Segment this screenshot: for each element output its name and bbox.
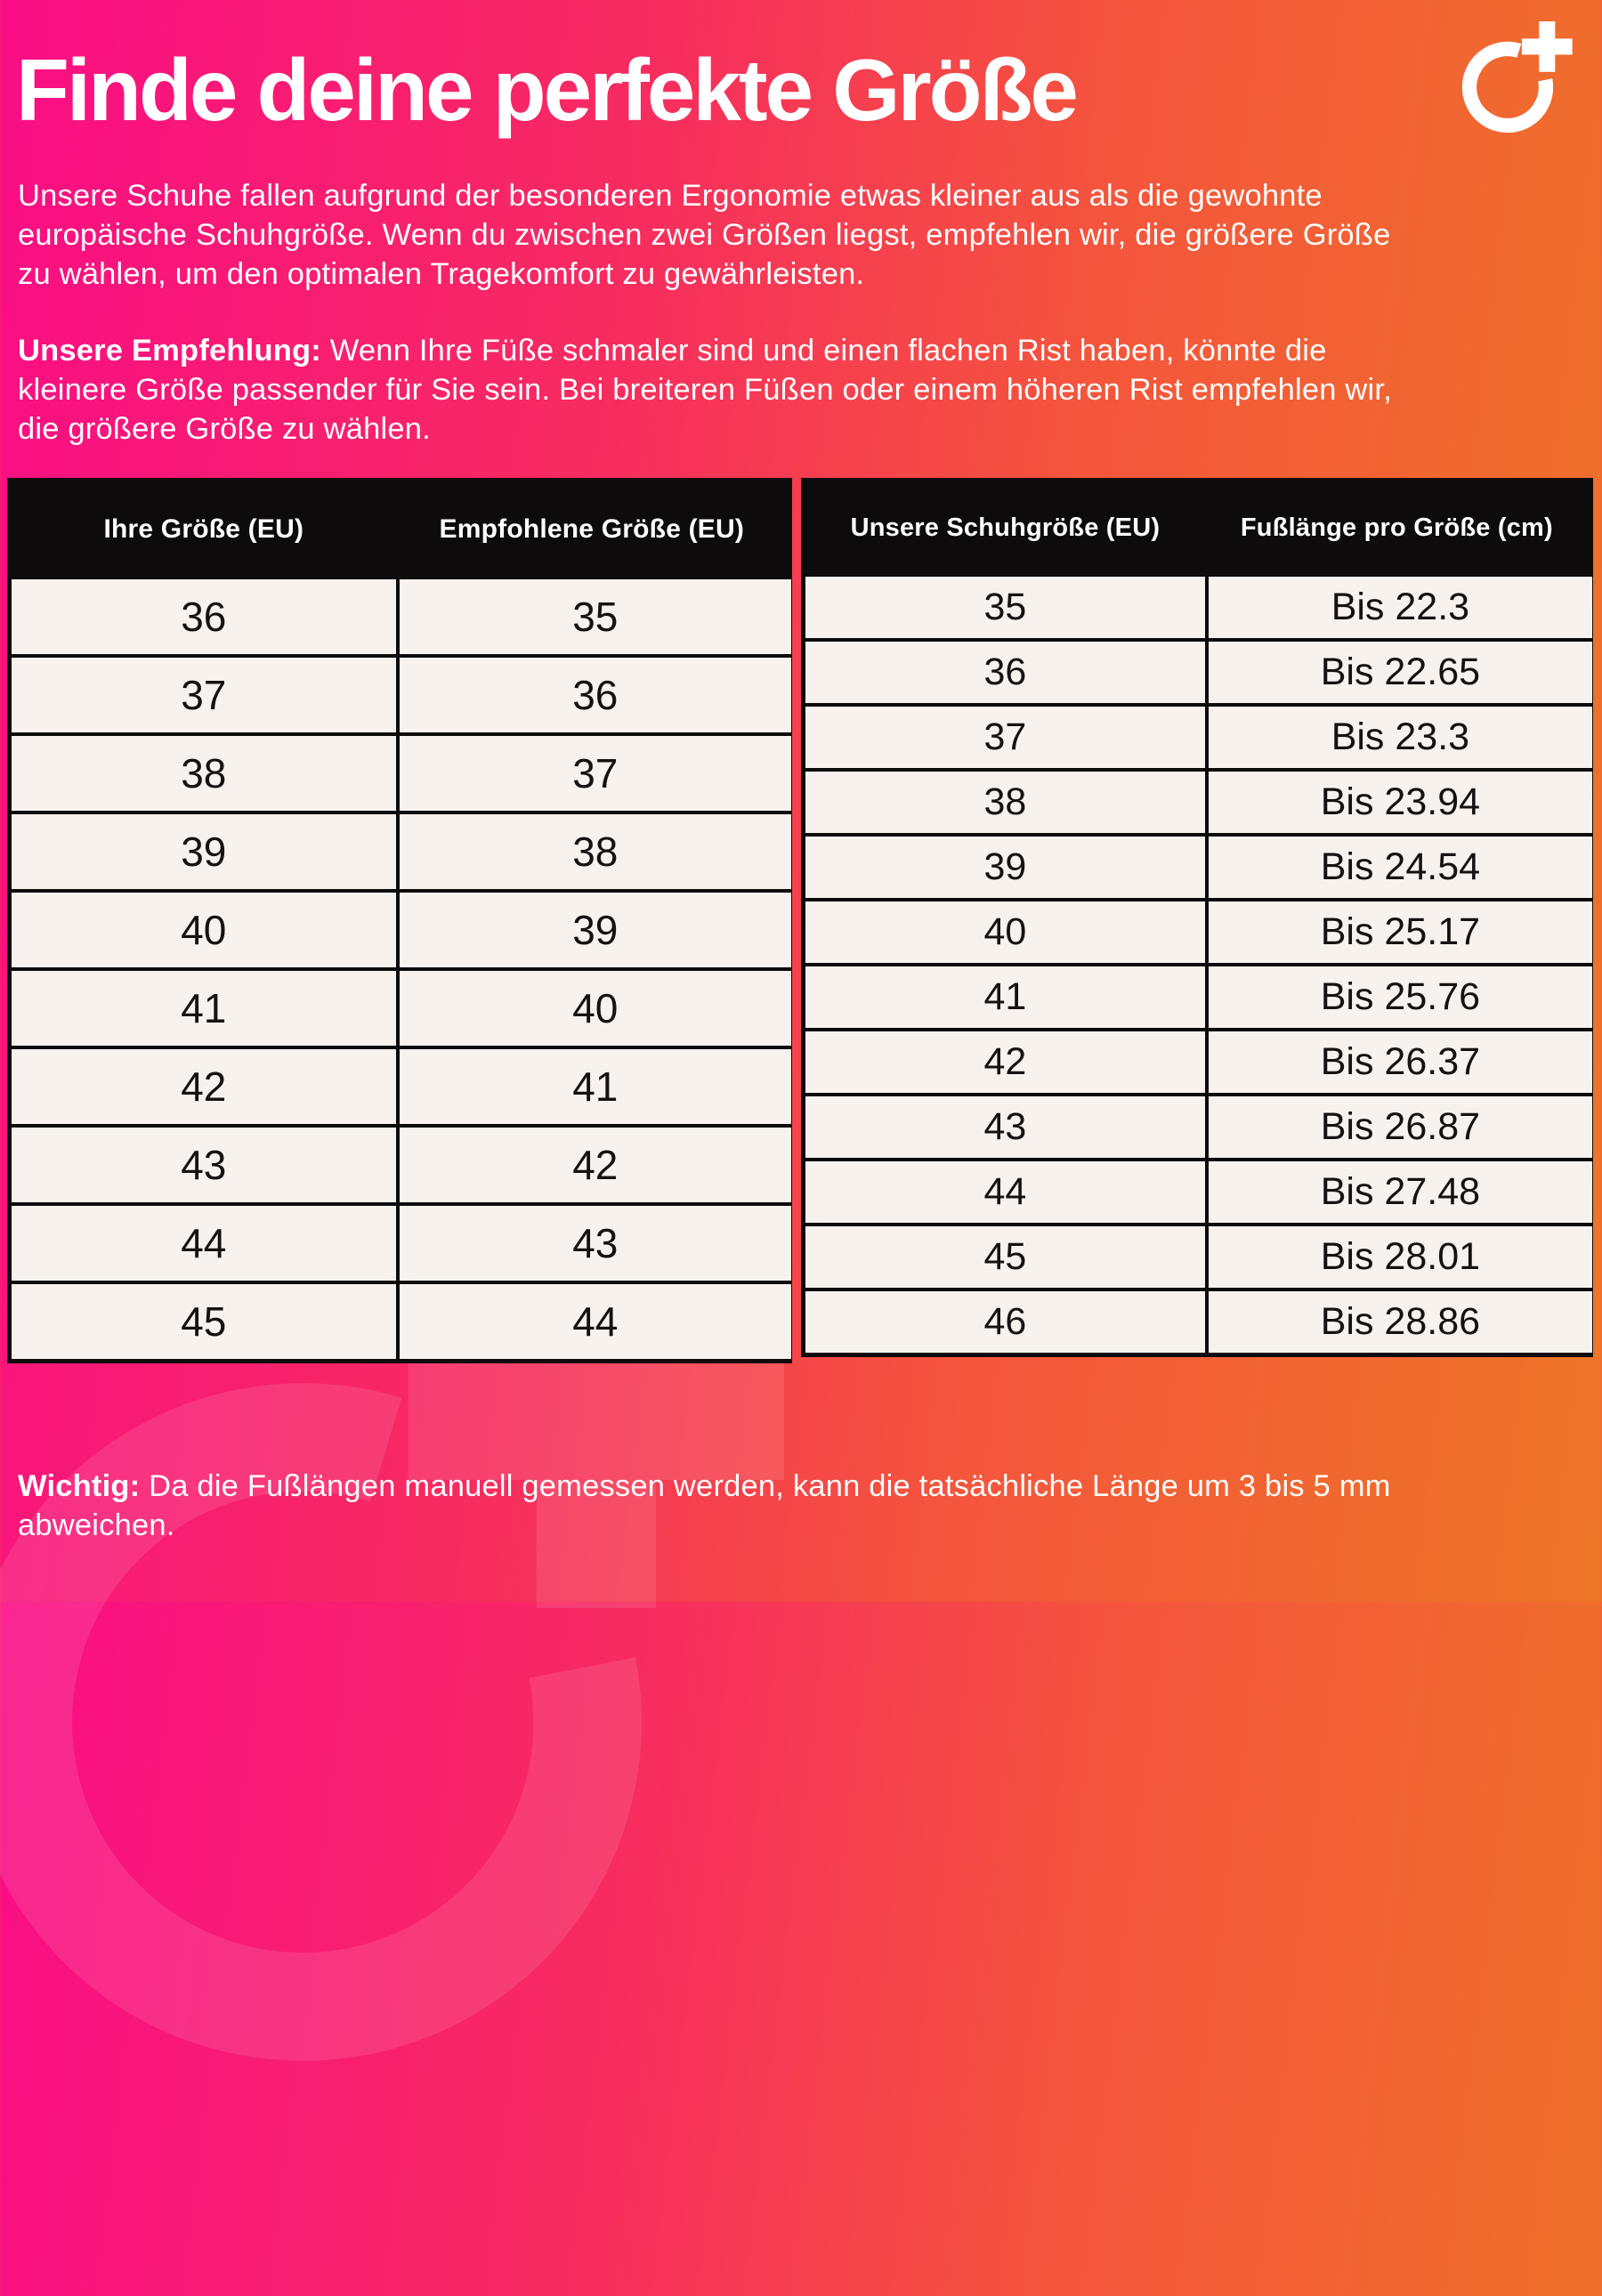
table-row [805,1291,1589,1353]
column-header-foot-length: Fußlänge pro Größe (cm) [1240,513,1553,542]
table-row [12,1284,788,1359]
table-cell: 45 [805,1226,1205,1288]
table-cell: 39 [400,893,791,967]
table-row [805,1226,1589,1288]
table-cell: Bis 23.3 [1209,707,1592,768]
table-cell: 38 [805,772,1205,833]
table-cell: Bis 23.94 [1209,772,1592,833]
table-cell: 40 [400,971,791,1046]
table-row [12,971,788,1046]
size-conversion-table [7,478,792,1363]
table-row [12,658,788,732]
table-cell: 40 [805,901,1205,963]
table-cell: 37 [805,707,1205,768]
table-row [805,966,1589,1028]
note-label: Wichtig: [18,1469,141,1503]
ring-plus-logo-icon [1436,11,1590,164]
page-title: Finde deine perfekte Größe [16,41,1076,139]
table-cell: 44 [12,1206,396,1281]
table-row [12,1206,788,1281]
table-row [805,901,1589,963]
table-cell: 42 [805,1031,1205,1093]
table-row [805,837,1589,898]
table-cell: 42 [400,1128,791,1202]
table-cell: Bis 26.87 [1209,1096,1592,1158]
table-cell: Bis 28.01 [1209,1226,1592,1288]
foot-length-table-body [805,577,1589,1353]
table-row [805,707,1589,768]
table-row [805,772,1589,833]
table-cell: Bis 26.37 [1209,1031,1592,1093]
table-cell: 44 [805,1161,1205,1223]
table-cell: 44 [400,1284,791,1359]
table-row [805,1096,1589,1158]
table-cell: Bis 22.65 [1209,642,1592,703]
table-cell: Bis 22.3 [1209,577,1592,638]
table-cell: 41 [12,971,396,1046]
table-cell: 40 [12,893,396,967]
recommendation-paragraph [18,331,1420,449]
table-cell: 41 [400,1049,791,1124]
table-cell: Bis 24.54 [1209,837,1592,898]
recommendation-label: Unsere Empfehlung: [18,334,321,368]
table-cell: 39 [805,837,1205,898]
table-cell: 42 [12,1049,396,1124]
table-cell: 36 [12,579,396,654]
table-cell: Bis 28.86 [1209,1291,1592,1353]
note-paragraph [18,1467,1451,1545]
recommendation-text: Wenn Ihre Füße schmaler sind und einen flachen Rist haben, könnte die kleinere Größe passender für Sie sein. Bei breiteren Füßen oder einem höheren Rist empfehlen wir, die größere Größe zu wählen. [18,334,1392,446]
table-cell: 36 [805,642,1205,703]
table-cell: 45 [12,1284,396,1359]
column-header-recommended-size: Empfohlene Größe (EU) [439,513,745,544]
table-row [12,893,788,967]
table-row [805,642,1589,703]
table-cell: Bis 27.48 [1209,1161,1592,1223]
table-cell: 39 [12,814,396,889]
table-cell: 37 [400,736,791,811]
table-row [805,577,1589,638]
table-cell: 35 [805,577,1205,638]
table-cell: 36 [400,658,791,732]
table-row [805,1161,1589,1223]
table-row [12,579,788,654]
size-conversion-table-header [12,482,788,576]
note-text: Da die Fußlängen manuell gemessen werden, kann die tatsächliche Länge um 3 bis 5 mm abweichen. [18,1469,1391,1542]
table-cell: 38 [12,736,396,811]
table-cell: Bis 25.17 [1209,901,1592,963]
table-cell: 41 [805,966,1205,1028]
size-conversion-table-body [12,579,788,1359]
column-header-your-size: Ihre Größe (EU) [103,513,304,544]
table-cell: 38 [400,814,791,889]
column-header-our-shoe-size: Unsere Schuhgröße (EU) [850,513,1161,542]
table-row [12,736,788,811]
table-cell: 35 [400,579,791,654]
intro-text: Unsere Schuhe fallen aufgrund der besonderen Ergonomie etwas kleiner aus als die gewohnte europäische Schuhgröße. Wenn du zwischen zwei Größen liegst, empfehlen wir, die größere Größe zu wählen, um den optimalen Tragekomfort zu gewährleisten. [18,179,1391,291]
table-row [12,1128,788,1202]
table-cell: 43 [12,1128,396,1202]
intro-paragraph [18,176,1420,294]
table-cell: 43 [400,1206,791,1281]
table-cell: 37 [12,658,396,732]
table-row [12,814,788,889]
table-cell: 46 [805,1291,1205,1353]
foot-length-table-header [805,482,1589,573]
table-cell: Bis 25.76 [1209,966,1592,1028]
table-row [805,1031,1589,1093]
foot-length-table [801,478,1593,1357]
table-cell: 43 [805,1096,1205,1158]
table-row [12,1049,788,1124]
